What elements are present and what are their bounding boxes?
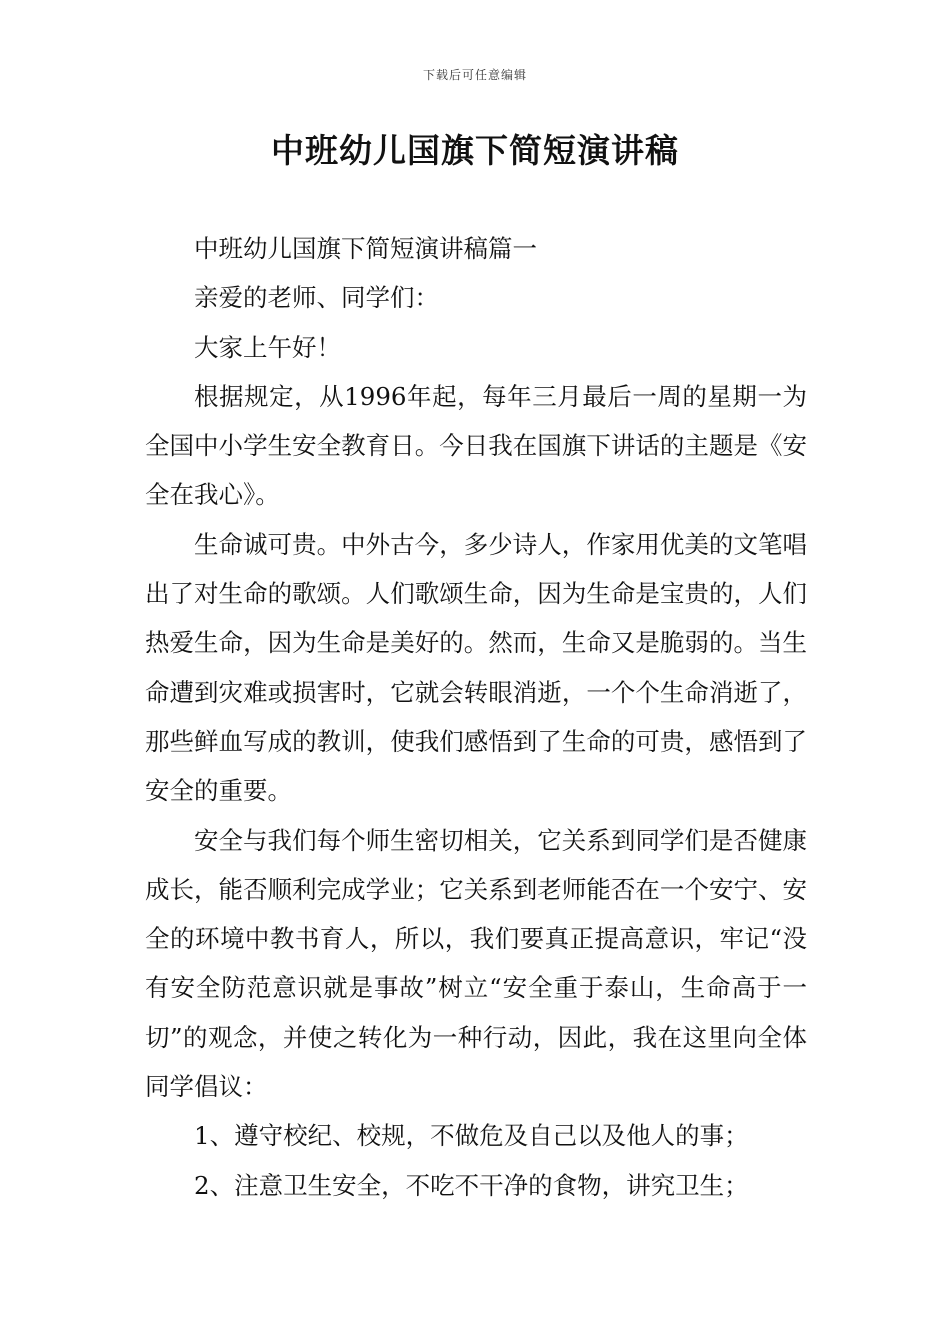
- header-note: 下载后可任意编辑: [422, 68, 527, 82]
- list-item: 2、注意卫生安全，不吃不干净的食物，讲究卫生；: [194, 1170, 749, 1200]
- body-paragraph: 安全与我们每个师生密切相关，它关系到同学们是否健康成长，能否顺利完成学业；它关系到老师能否在一个安宁、安全的环境中教书育人，所以，我们要真正提高意识，牢记“没有安全防范意识就是事故”树立“安全重于泰山，生命高于一切”的观念，并使之转化为一种行动，因此，我在这里向全体同学倡议：: [145, 825, 807, 1102]
- document-title: 中班幼儿国旗下简短演讲稿: [271, 131, 679, 170]
- section-heading: 中班幼儿国旗下简短演讲稿篇一: [194, 234, 537, 263]
- list-item: 1、遵守校纪、校规，不做危及自己以及他人的事；: [194, 1121, 749, 1151]
- greeting: 大家上午好！: [194, 332, 341, 362]
- body-paragraph: 根据规定，从1996年起，每年三月最后一周的星期一为全国中小学生安全教育日。今日我在国旗下讲话的主题是《安全在我心》。: [145, 381, 807, 510]
- document-body: [145, 224, 807, 1210]
- body-paragraph: 生命诚可贵。中外古今，多少诗人，作家用优美的文笔唱出了对生命的歌颂。人们歌颂生命，因为生命是宝贵的，人们热爱生命，因为生命是美好的。然而，生命又是脆弱的。当生命遭到灾难或损害时，它就会转眼消逝，一个个生命消逝了，那些鲜血写成的教训，使我们感悟到了生命的可贵，感悟到了安全的重要。: [145, 529, 807, 806]
- salutation: 亲爱的老师、同学们：: [194, 283, 439, 313]
